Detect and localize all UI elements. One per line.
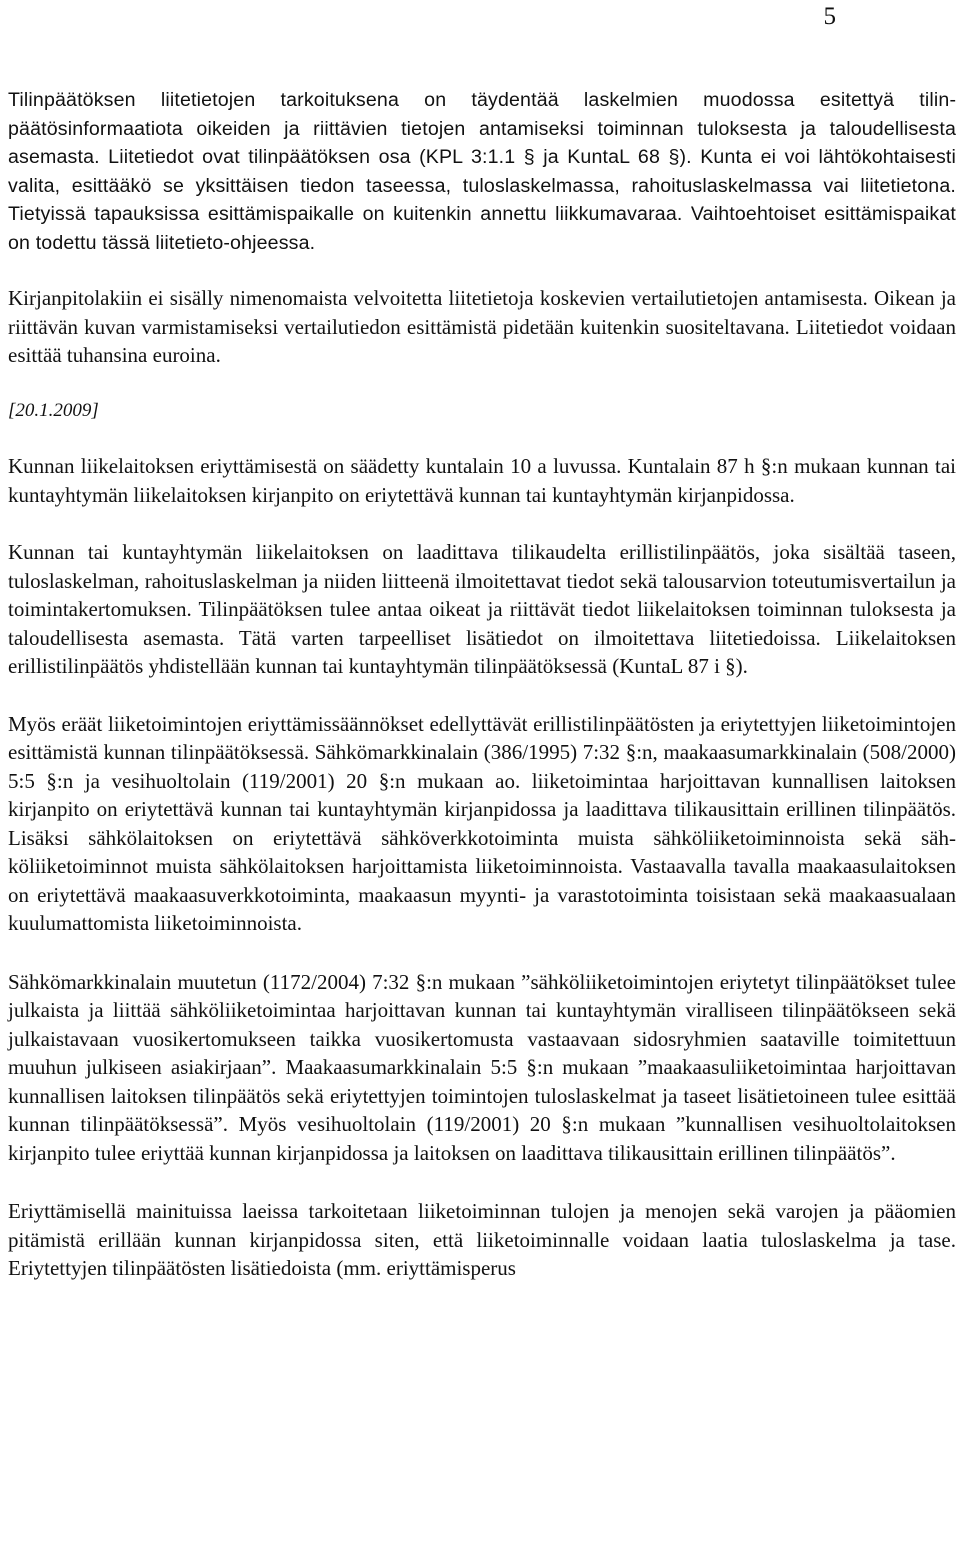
revision-date: [20.1.2009] (8, 399, 99, 421)
paragraph-liitetietojen-tarkoitus (8, 86, 956, 257)
paragraph-vertailutiedot: Kirjanpitolakiin ei sisälly nimenomaista velvoitetta liitetietoja koskevien vertailutietojen antamisesta. Oikean ja riittävän kuvan varmistamiseksi vertailutiedon esittämistä pidetään kuitenkin suositeltavana. Liitetiedot voidaan esittää tuhansina euroina. (8, 286, 956, 367)
paragraph-eriyttamisen-tarkoitus: Eriyttämisellä mainituissa laeissa tarkoitetaan liiketoiminnan tulojen ja menojen sekä varojen ja pääomien pitämistä erillään kunnan kirjanpidossa siten, että liiketoiminnalle voidaan laatia tuloslaskelma ja tase. Eriytettyjen tilinpäätösten lisätiedoista (mm. eriyttämisperus (8, 1199, 956, 1280)
page-number: 5 (823, 3, 836, 30)
paragraph-eriyttamissaannokset: Myös eräät liiketoimintojen eriyttämissäännökset edellyttävät erillistilinpäätösten ja eriytettyjen liiketoimintojen esittämistä kunnan tilinpäätöksessä. Sähkömarkkinalain (386/1995) 7:32 §:n, maakaasumarkkinalain (508/2000) 5:5 §:n ja vesihuoltolain (119/2001) 20 §:n mukaan ao. liiketoimintaa harjoittavan kunnallisen laitoksen kirjanpito on eriytettävä kunnan tai kuntayhtymän kirjanpidossa ja laadittava tilikausittain erillinen tilinpäätös. Lisäksi sähkölaitoksen on eriytettävä sähköverkkotoiminta muista sähköliiketoiminnoista sekä sähköliiketoiminnot muista sähkölaitoksen harjoittamista liiketoiminnoista. Vastaavalla tavalla maakaasulaitoksen on eriytettävä maakaasuverkkotoiminta, maakaasun myynti- ja varastotoiminta toisistaan sekä maakaasualaan kuulumattomista liiketoiminnoista. (8, 711, 956, 935)
paragraph-erillistilinpaatos: Kunnan tai kuntayhtymän liikelaitoksen on laadittava tilikaudelta erillistilinpäätös, joka sisältää taseen, tuloslaskelman, rahoituslaskelman ja niiden liitteenä ilmoitettavat tiedot sekä talousarvion toteutumisvertailun ja toimintakertomuksen. Tilinpäätöksen tulee antaa oikeat ja riittävät tiedot liikelaitoksen toiminnan tuloksesta ja taloudellisesta asemasta. Tätä varten tarpeelliset lisätiedot on ilmoitettava liitetiedoissa. Liikelaitoksen erillistilinpäätös yhdistellään kunnan tai kuntayhtymän tilinpäätöksessä (KuntaL 87 i §). (8, 540, 956, 678)
paragraph-sahkomarkkinalaki: Sähkömarkkinalain muutetun (1172/2004) 7:32 §:n mukaan ”sähköliiketoimintojen eriytetyt tilinpäätökset tulee julkaista ja liittää sähköliiketoimintaa harjoittavan kunnan tai kuntayhtymän viralliseen tilinpäätökseen sekä julkaistavaan vuosikertomukseen taikka vuosikertomusta vastaavaan sidosryhmien saataville toimitettuun muuhun julkiseen asiakirjaan”. Maakaasumarkkinalain 5:5 §:n mukaan ”maakaasuliiketoimintaa harjoittavan kunnallisen laitoksen tilinpäätös sekä eriytettyjen toimintojen tuloslaskelmat ja taseet lisätietoineen tulee esittää kunnan tilinpäätöksessä”. Myös vesihuoltolain (119/2001) 20 §:n mukaan ”kunnallisen vesihuoltolaitoksen kirjanpito tulee eriyttää kunnan kirjanpidossa ja laitoksen on laadittava tilikausittain erillinen tilinpäätös”. (8, 969, 956, 1165)
document-body (8, 86, 956, 1283)
paragraph-liikelaitoksen-eriyttaminen: Kunnan liikelaitoksen eriyttämisestä on säädetty kuntalain 10 a luvussa. Kuntalain 87 h §:n mukaan kunnan tai kuntayhtymän liikelaitoksen kirjanpito on eriytettävä kunnan tai kuntayhtymän kirjanpidossa. (8, 454, 956, 507)
paragraph-liitetietojen-tarkoitus-part-1: Tilinpäätöksen liitetietojen tarkoituksena on täydentää laskelmien muodossa esitettyä tilinpäätösinformaatiota oikeiden ja riittävien tietojen antamiseksi toiminnan tuloksesta ja taloudellisesta asemasta. Liitetiedot ovat tilinpäätöksen osa (KPL 3:1.1 § ja KuntaL 68 §). Kunta ei voi lähtökohtaisesti valita, esittääkö se yksittäisen tiedon taseessa, tuloslaskelmassa, rahoituslaskelmassa vai liitetietona. (8, 89, 956, 197)
paragraph-liitetietojen-tarkoitus-part-2: Tietyissä tapauksissa esittämispaikalle on kuitenkin annettu liikkumavaraa. Vaihtoehtoiset esittämispaikat on todettu tässä liitetieto-ohjeessa. (8, 203, 956, 254)
